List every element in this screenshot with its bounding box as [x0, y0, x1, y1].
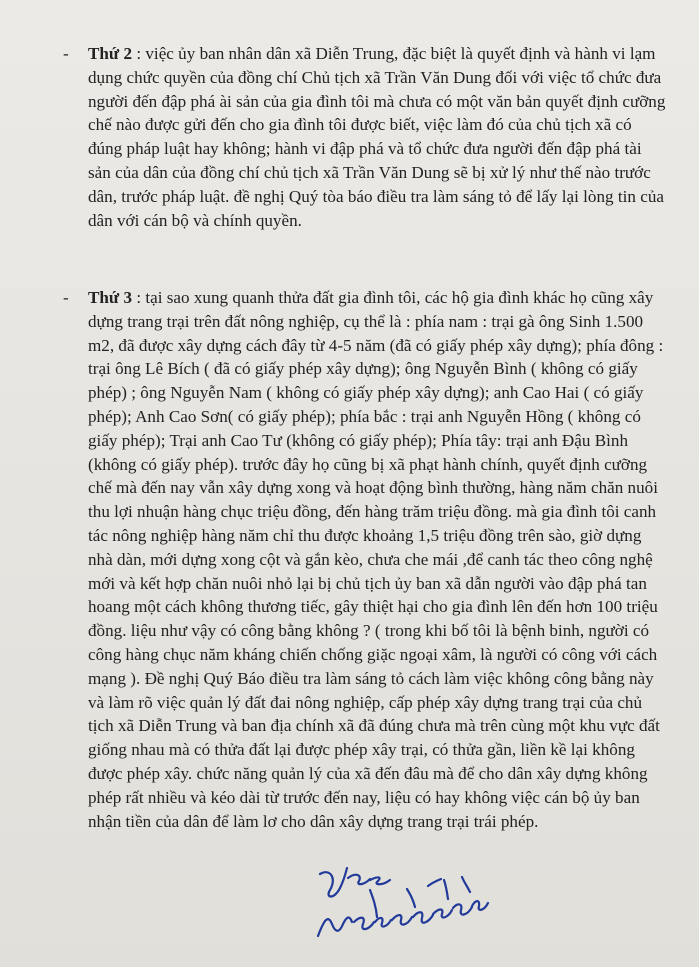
- handwritten-signature: [312, 850, 502, 960]
- section-text: : tại sao xung quanh thửa đất gia đình tôi, các hộ gia đình khác họ cũng xây dựng trang trại trên đất nông nghiệp, cụ thể là : phía nam : trại gà ông Sinh 1.500 m2, đã được xây dựng cách đây từ 4-5 năm (đã có giấy phép xây dựng); phía đông : trại ông Lê Bích ( đã có giấy phép xây dựng); ông Nguyễn Bình ( không có giấy phép) ; ông Nguyễn Nam ( không có giấy phép xây dựng); anh Cao Hai ( có giấy phép); Anh Cao Sơn( có giấy phép); phía bắc : trại anh Nguyễn Hồng ( không có giấy phép); Trại anh Cao Tư (không có giấy phép); Phía tây: trại anh Đậu Bình (không có giấy phép). trước đây họ cũng bị xã phạt hành chính, quyết định cưỡng chế mà đến nay vẫn xây dựng xong và hoạt động bình thường, hàng năm chăn nuôi thu lợi nhuận hàng chục triệu đồng, đến hàng trăm triệu đồng. mà gia đình tôi canh tác nông nghiệp hàng năm chỉ thu được khoảng 1,5 triệu đồng trên sào, giờ dựng nhà dàn, mới dựng xong cột và gắn kèo, chưa che mái ,để canh tác theo công nghệ mới và kết hợp chăn nuôi nhỏ lại bị chủ tịch ủy ban xã dẫn người vào đập phá tan hoang một cách không thương tiếc, gây thiệt hại cho gia đình lên đến hơn 100 triệu đồng. liệu như vậy có công bằng không ? ( trong khi bố tôi là bệnh binh, người có công hàng chục năm kháng chiến chống giặc ngoại xâm, là người có công với cách mạng ). Đề nghị Quý Báo điều tra làm sáng tỏ cách làm việc không công bằng này và làm rõ việc quản lý đất đai nông nghiệp, cấp phép xây dựng trang trại của chủ tịch xã Diễn Trung và ban địa chính xã đã đúng chưa mà trên cùng một khu vực đất giống nhau mà có thửa đất lại được phép xây trại, có thửa gần, liền kề lại không được phép xây. chức năng quản lý của xã đến đâu mà để cho dân xây dựng không phép rất nhiều và kéo dài từ trước đến nay, liệu có hay không việc cán bộ ủy ban nhận tiền của dân để làm lơ cho dân xây dựng trang trại trái phép.: [88, 288, 664, 831]
- bullet-dash: -: [63, 44, 69, 63]
- section-paragraph: [88, 286, 666, 833]
- bullet-dash: -: [63, 288, 69, 307]
- section-paragraph: [88, 42, 666, 232]
- section-text: : việc ủy ban nhân dân xã Diễn Trung, đặc biệt là quyết định và hành vi lạm dụng chức quyền của đồng chí Chủ tịch xã Trần Văn Dung đối với việc tổ chức đưa người đến đập phá ài sản của gia đình tôi mà chưa có một văn bản quyết định cưỡng chế nào được gửi đến cho gia đình tôi được biết, việc làm đó của chủ tịch xã có đúng pháp luật hay không; hành vi đập phá và tổ chức đưa người đến đập phá tài sản của dân của đồng chí chủ tịch xã Trần Văn Dung sẽ bị xử lý như thế nào trước dân, trước pháp luật. đề nghị Quý tòa báo điều tra làm sáng tỏ để lấy lại lòng tin của dân với cán bộ và chính quyền.: [88, 44, 666, 230]
- section-thu-2: [63, 42, 666, 232]
- section-thu-3: [63, 286, 666, 833]
- section-label: Thứ 2: [88, 44, 133, 63]
- section-label: Thứ 3: [88, 288, 133, 307]
